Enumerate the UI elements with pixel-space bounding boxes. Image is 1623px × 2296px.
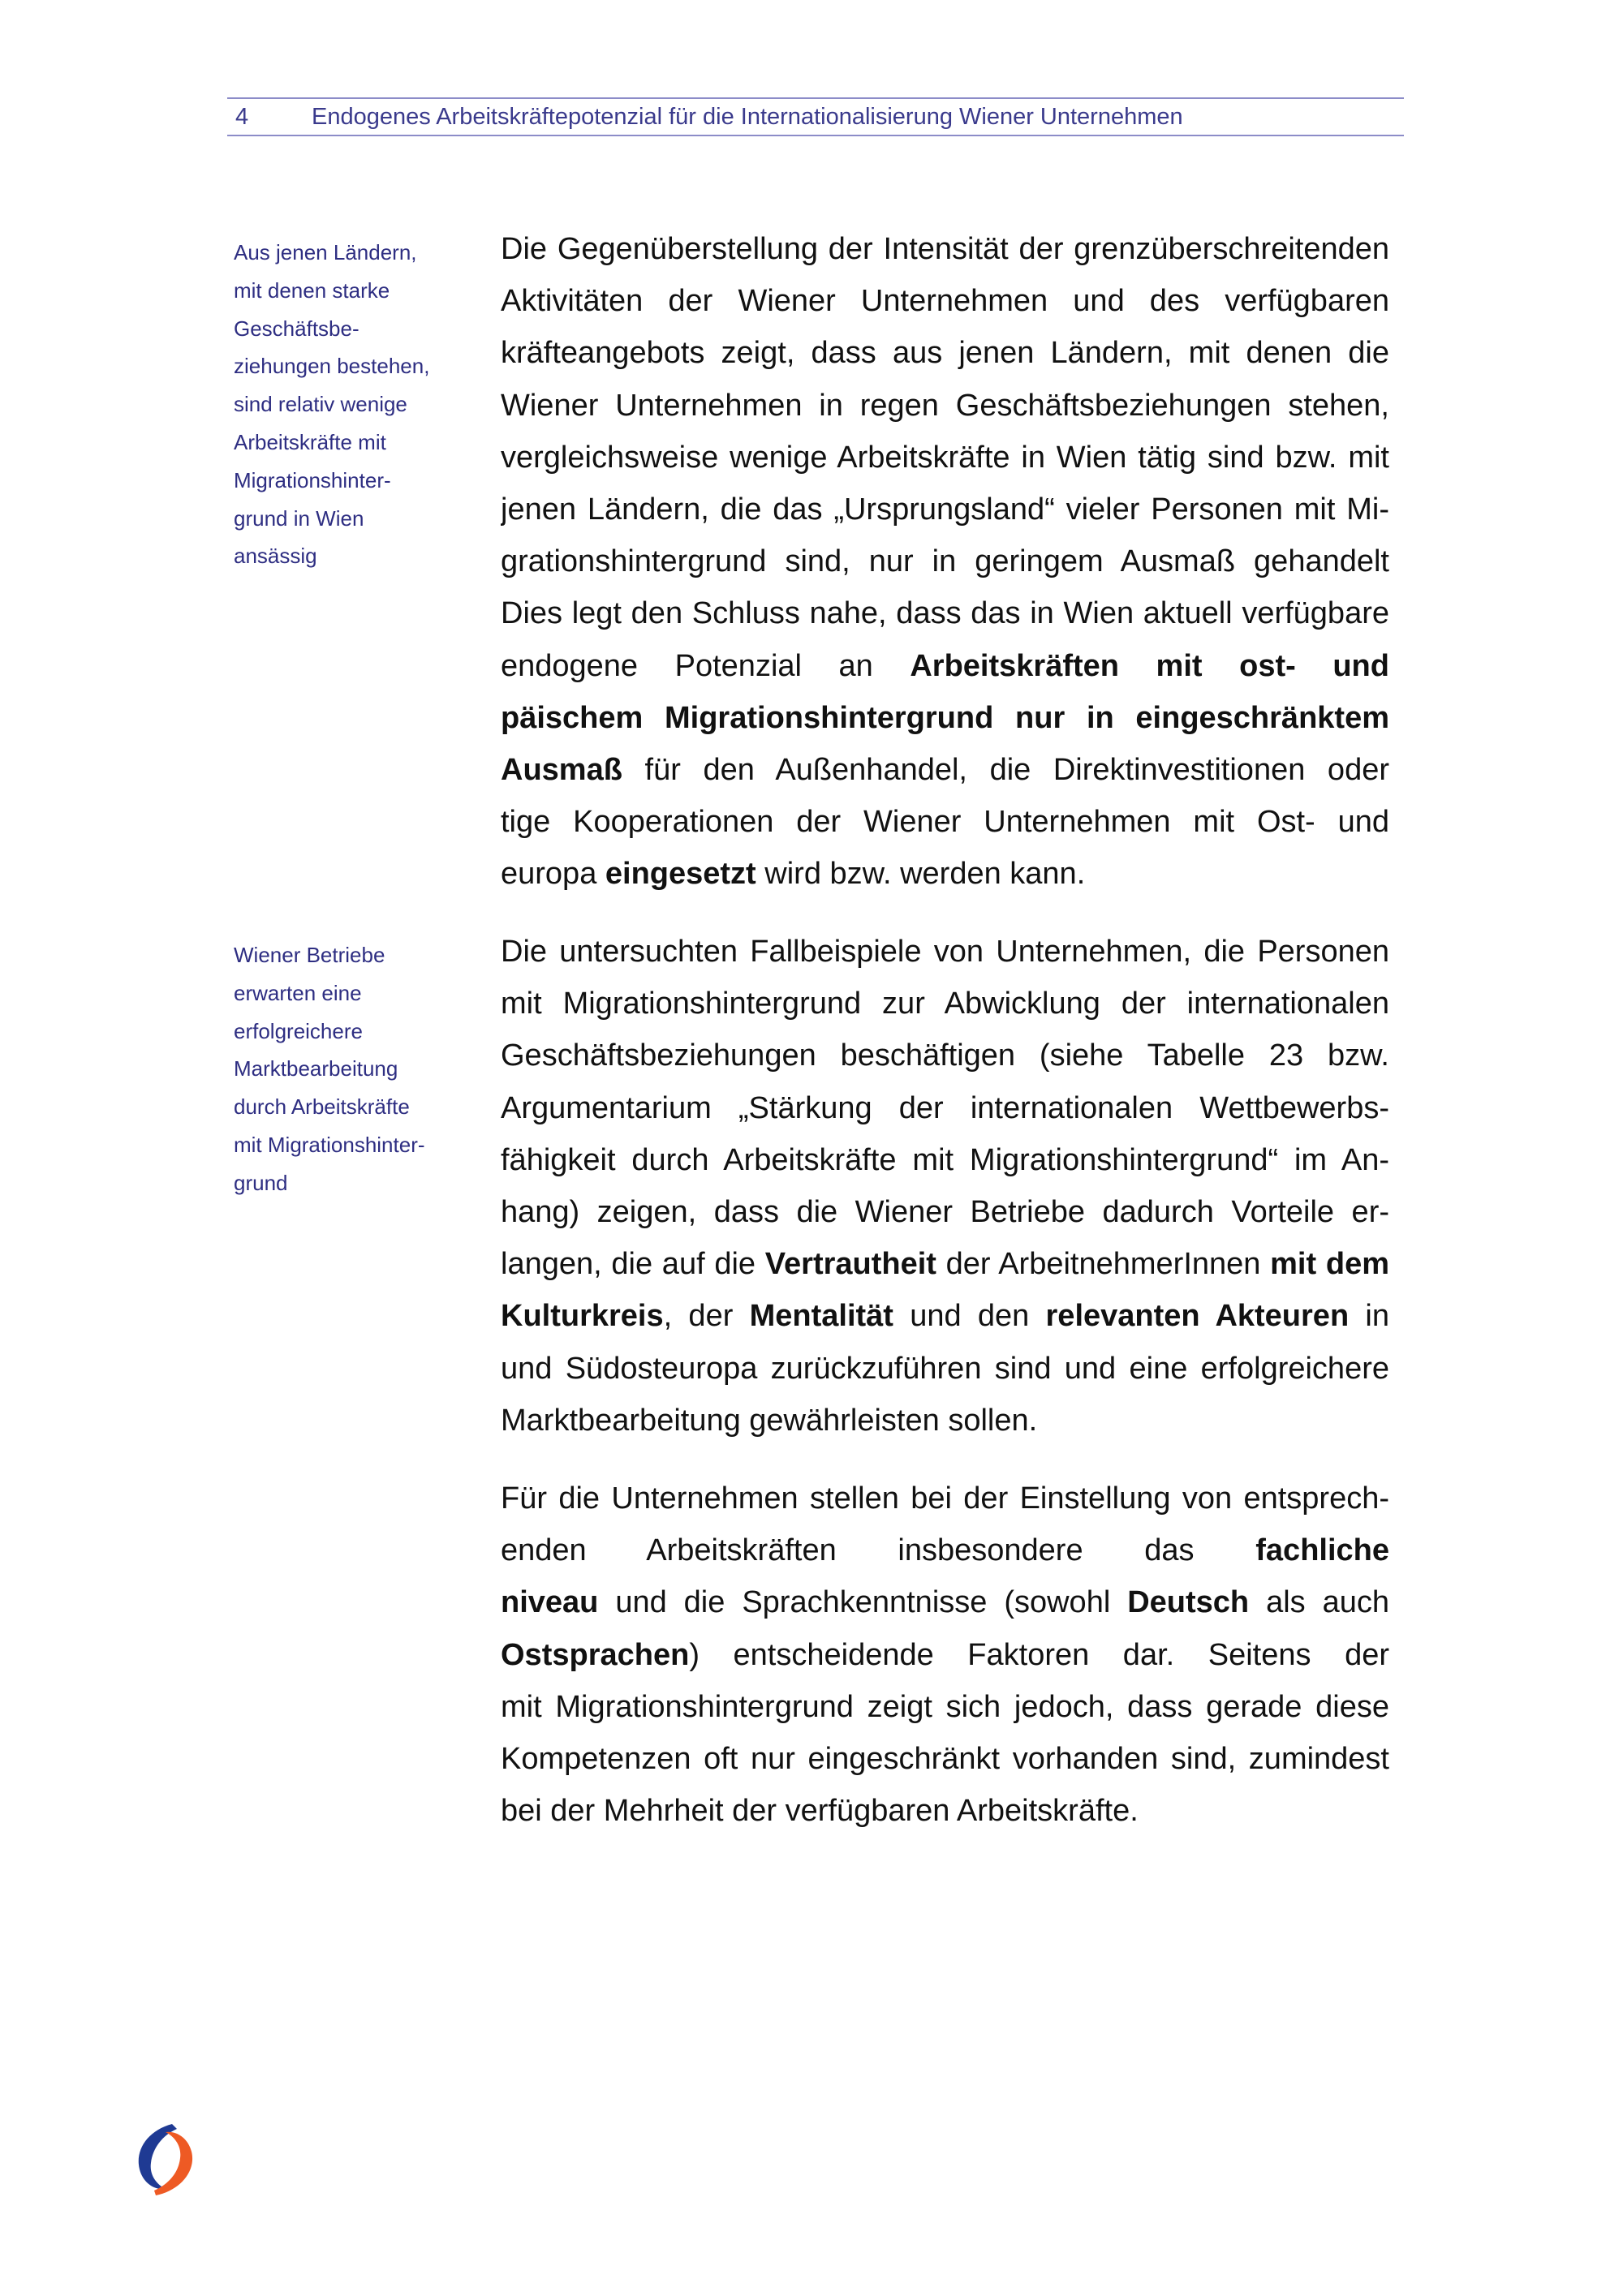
text-line (501, 1290, 1389, 1342)
text-line (501, 432, 1389, 484)
text-line (501, 380, 1389, 432)
sidenote-market-expectation (234, 936, 457, 1202)
sidenote-line: erfolgreichere (234, 1018, 363, 1043)
text-line (501, 926, 1389, 978)
sidenote-line: ziehungen bestehen, (234, 354, 430, 379)
text-line (501, 692, 1389, 744)
sidenote-foreign-trade (234, 234, 457, 575)
emphasized-text: päischem Migrationshintergrund nur in eingeschränktem (501, 700, 1389, 735)
text-run: europa (501, 857, 605, 892)
text-line (501, 1785, 1389, 1837)
text-line (501, 1576, 1389, 1628)
text-line (501, 327, 1389, 379)
text-line (501, 1524, 1389, 1576)
text-line (501, 1238, 1389, 1290)
text-run: tige Kooperationen der Wiener Unternehmen mit Ost- und (501, 805, 1389, 840)
sidenote-line: Geschäftsbe- (234, 316, 359, 341)
sidenote-line: Aus jenen Ländern, (234, 240, 417, 264)
text-line (501, 587, 1389, 639)
sidenote-line: grund (234, 1170, 288, 1195)
emphasized-text: eingesetzt (605, 857, 756, 892)
sidenote-line: mit denen starke (234, 277, 390, 303)
text-run: mit Migrationshintergrund zur Abwicklung der internationalen (501, 987, 1389, 1021)
text-line (501, 484, 1389, 535)
text-run: jenen Ländern, die das „Ursprungsland“ vieler Personen mit Mi- (501, 492, 1389, 527)
sidenote-line: ansässig (234, 544, 317, 569)
body-paragraph-qualifications (501, 1473, 1389, 1837)
text-line (501, 223, 1389, 275)
text-run: für den Außenhandel, die Direktinvestitionen oder (644, 752, 1389, 787)
sidenote-line: Wiener Betriebe (234, 943, 385, 967)
text-line (501, 1186, 1389, 1238)
emphasized-text: Kulturkreis (501, 1299, 664, 1334)
body-paragraph-case-studies (501, 926, 1389, 1447)
text-line (501, 640, 1389, 692)
text-line (501, 1082, 1389, 1134)
text-run: Für die Unternehmen stellen bei der Einstellung von entsprech- (501, 1481, 1389, 1516)
text-run: langen, die auf die (501, 1247, 765, 1282)
text-line (501, 1395, 1389, 1447)
text-run: Wiener Unternehmen in regen Geschäftsbeziehungen stehen, (501, 388, 1389, 423)
text-line (501, 744, 1389, 796)
text-run: vergleichsweise wenige Arbeitskräfte in Wien tätig sind bzw. mit (501, 440, 1389, 475)
body-paragraph-comparison (501, 223, 1389, 900)
text-line (501, 1733, 1389, 1785)
emphasized-text: Arbeitskräften mit ost- und (910, 648, 1389, 683)
text-run: Die untersuchten Fallbeispiele von Unternehmen, die Personen (501, 935, 1389, 969)
text-line (501, 1681, 1389, 1733)
text-run: und die Sprachkenntnisse (sowohl (598, 1585, 1128, 1620)
text-run: als auch (1249, 1585, 1389, 1620)
text-line (501, 1030, 1389, 1081)
emphasized-text: Ostsprachen (501, 1637, 690, 1672)
sidenote-line: Marktbearbeitung (234, 1056, 398, 1081)
text-line (501, 275, 1389, 327)
text-line (501, 1629, 1389, 1681)
sidenote-line: sind relativ wenige (234, 392, 407, 417)
text-run: Marktbearbeitung gewährleisten sollen. (501, 1403, 1038, 1438)
emphasized-text: relevanten Akteuren (1045, 1299, 1350, 1334)
emphasized-text: fachliche (1255, 1533, 1389, 1568)
sidenote-line: erwarten eine (234, 980, 362, 1005)
text-run: mit Migrationshintergrund zeigt sich jedoch, dass gerade diese (501, 1689, 1389, 1724)
text-run: endogene Potenzial an (501, 648, 911, 683)
text-run: Aktivitäten der Wiener Unternehmen und des verfügbaren (501, 284, 1389, 319)
emphasized-text: Ausmaß (501, 752, 622, 787)
emphasized-text: niveau (501, 1585, 599, 1620)
text-run: Kompetenzen oft nur eingeschränkt vorhanden sind, zumindest (501, 1741, 1389, 1776)
text-run: kräfteangebots zeigt, dass aus jenen Ländern, mit denen die (501, 336, 1389, 371)
text-run: Argumentarium „Stärkung der internationalen Wettbewerbs- (501, 1090, 1389, 1125)
text-run: Dies legt den Schluss nahe, dass das in Wien aktuell verfügbare (501, 596, 1389, 631)
text-run: der ArbeitnehmerInnen (936, 1247, 1271, 1282)
emphasized-text: Mentalität (749, 1299, 893, 1334)
text-line (501, 848, 1389, 900)
sidenote-line: grund in Wien (234, 505, 364, 531)
text-run: enden Arbeitskräften insbesondere das (501, 1533, 1256, 1568)
text-line (501, 1343, 1389, 1395)
text-run: hang) zeigen, dass die Wiener Betriebe dadurch Vorteile er- (501, 1194, 1389, 1229)
emphasized-text: mit dem (1270, 1247, 1389, 1282)
text-run: und den (893, 1299, 1046, 1334)
text-line (501, 978, 1389, 1030)
text-run: bei der Mehrheit der verfügbaren Arbeitskräfte. (501, 1794, 1139, 1829)
text-run: wird bzw. werden kann. (756, 857, 1086, 892)
text-run: Die Gegenüberstellung der Intensität der grenzüberschreitenden (501, 232, 1389, 266)
text-run: und Südosteuropa zurückzuführen sind und eine erfolgreichere (501, 1351, 1389, 1386)
text-run: Geschäftsbeziehungen beschäftigen (siehe Tabelle 23 bzw. (501, 1038, 1389, 1073)
text-run: grationshintergrund sind, nur in geringem Ausmaß gehandelt (501, 544, 1389, 579)
emphasized-text: Deutsch (1127, 1585, 1250, 1620)
text-run: in (1365, 1299, 1389, 1334)
sidenote-line: Migrationshinter- (234, 467, 391, 492)
text-run: ) entscheidende Faktoren dar. Seitens der (689, 1637, 1389, 1672)
text-run: fähigkeit durch Arbeitskräfte mit Migrationshintergrund“ im An- (501, 1142, 1389, 1177)
running-title: Endogenes Arbeitskräftepotenzial für die Internationalisierung Wiener Unternehmen (312, 104, 1183, 130)
sidenote-line: Arbeitskräfte mit (234, 429, 386, 454)
text-run: , der (663, 1299, 750, 1334)
text-line (501, 535, 1389, 587)
text-line (501, 796, 1389, 848)
emphasized-text: Vertrautheit (764, 1247, 936, 1282)
page-header (227, 97, 1404, 136)
sidenote-line: durch Arbeitskräfte (234, 1094, 410, 1120)
sidenote-line: mit Migrationshinter- (234, 1132, 425, 1157)
organization-logo-icon (131, 2119, 200, 2200)
text-line (501, 1473, 1389, 1524)
page-number: 4 (235, 104, 249, 130)
text-line (501, 1134, 1389, 1186)
